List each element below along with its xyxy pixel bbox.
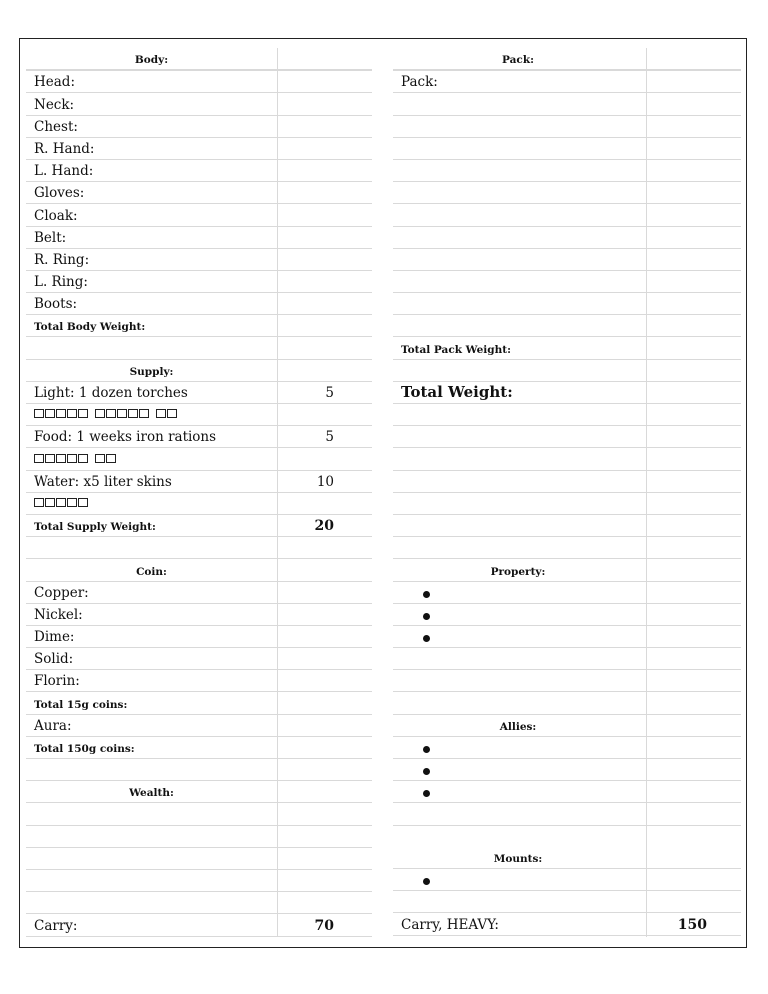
pack-line[interactable] [393,116,741,138]
checkbox-icon[interactable] [139,409,149,418]
body-slot-neck[interactable] [26,93,372,115]
allies-header: Allies: [499,720,537,733]
pack-header: Pack: [502,54,534,67]
bullet-icon [423,768,430,775]
blank-row [393,360,741,382]
coin-nickel[interactable] [26,604,372,626]
body-slot-head[interactable] [26,70,372,93]
blank-row [393,515,741,537]
checkbox-icon[interactable] [67,498,77,507]
blank-row [393,448,741,470]
property-item[interactable] [393,626,741,648]
total-body-weight-label: Total Body Weight: [34,321,146,334]
left-column [26,48,372,937]
supply-item-label: Food: 1 weeks iron rations [34,429,217,446]
checkbox-group[interactable] [34,496,89,510]
checkbox-icon[interactable] [117,409,127,418]
supply-checkbox-row-water [26,493,372,515]
coin-aura[interactable] [26,715,372,737]
blank-row [393,404,741,426]
checkbox-icon[interactable] [95,409,105,418]
supply-checkbox-row-light [26,404,372,426]
wealth-line[interactable] [26,870,372,892]
blank-row [393,493,741,515]
carry-heavy-row [393,913,741,935]
pack-line[interactable] [393,204,741,226]
body-slot-r-hand[interactable] [26,138,372,160]
pack-line[interactable] [393,160,741,182]
supply-item-label: Light: 1 dozen torches [34,385,188,401]
blank-row [393,803,741,825]
slot-label: Neck: [34,96,75,113]
coin-label: Copper: [34,584,89,601]
body-slot-cloak[interactable] [26,204,372,226]
body-slot-belt[interactable] [26,227,372,249]
carry-row [26,914,372,936]
checkbox-icon[interactable] [156,409,166,418]
blank-row [393,537,741,559]
body-header: Body: [134,54,169,67]
blank-row [393,670,741,692]
checkbox-icon[interactable] [78,498,88,507]
blank-row [393,891,741,913]
slot-label: Head: [34,74,76,91]
blank-row [26,337,372,359]
total-15g-row [26,692,372,714]
checkbox-icon[interactable] [67,409,77,418]
total-supply-weight-row [26,515,372,537]
bullet-icon [423,790,430,797]
allies-header-row [393,715,741,737]
checkbox-group[interactable] [34,407,178,421]
slot-label: R. Hand: [34,140,95,157]
slot-label: Cloak: [34,207,78,224]
total-weight-row [393,382,741,404]
supply-item-weight: 5 [325,385,334,401]
ally-item[interactable] [393,737,741,759]
supply-checkbox-row-food [26,448,372,470]
ally-item[interactable] [393,781,741,803]
bullet-icon [423,635,430,642]
wealth-line[interactable] [26,892,372,914]
carry-heavy-value: 150 [677,916,707,933]
pack-line[interactable] [393,271,741,293]
pack-header-row [393,48,741,70]
bullet-icon [423,878,430,885]
pack-line[interactable] [393,182,741,204]
supply-item-weight: 5 [325,429,334,446]
slot-label: L. Hand: [34,163,94,180]
checkbox-icon[interactable] [34,409,44,418]
property-header-row [393,559,741,581]
coin-florin[interactable] [26,670,372,692]
slot-label: R. Ring: [34,251,90,268]
body-header-row [26,48,372,70]
total-supply-weight-label: Total Supply Weight: [34,521,156,534]
coin-solid[interactable] [26,648,372,670]
carry-value: 70 [314,917,334,934]
supply-item-water[interactable] [26,471,372,493]
supply-header: Supply: [129,365,174,378]
pack-line[interactable] [393,138,741,160]
supply-item-weight: 10 [316,473,334,490]
blank-row [26,759,372,781]
wealth-line[interactable] [26,826,372,848]
blank-row [393,471,741,493]
bullet-icon [423,746,430,753]
checkbox-icon[interactable] [56,454,66,463]
wealth-header: Wealth: [129,787,174,800]
coin-label: Dime: [34,629,75,646]
bullet-icon [423,613,430,620]
coin-header: Coin: [136,565,167,578]
total-pack-weight-label: Total Pack Weight: [401,343,511,356]
pack-line-label: Pack: [401,74,438,91]
checkbox-icon[interactable] [56,498,66,507]
ally-item[interactable] [393,759,741,781]
checkbox-icon[interactable] [45,454,55,463]
aura-label: Aura: [34,717,72,734]
total-pack-weight-row [393,337,741,359]
supply-header-row [26,360,372,382]
slot-label: Belt: [34,229,67,246]
checkbox-icon[interactable] [67,454,77,463]
checkbox-icon[interactable] [78,454,88,463]
checkbox-icon[interactable] [45,409,55,418]
coin-label: Nickel: [34,606,83,623]
slot-label: L. Ring: [34,274,88,291]
wealth-line[interactable] [26,848,372,870]
supply-item-light[interactable] [26,382,372,404]
slot-label: Gloves: [34,185,85,202]
checkbox-icon[interactable] [56,409,66,418]
pack-line[interactable] [393,293,741,315]
supply-item-label: Water: x5 liter skins [34,473,172,490]
mounts-header: Mounts: [493,852,543,865]
blank-row [393,648,741,670]
checkbox-icon[interactable] [34,454,44,463]
checkbox-icon[interactable] [34,498,44,507]
checkbox-icon[interactable] [45,498,55,507]
body-slot-gloves[interactable] [26,182,372,204]
checkbox-icon[interactable] [128,409,138,418]
coin-dime[interactable] [26,626,372,648]
coin-label: Solid: [34,651,74,668]
body-slot-boots[interactable] [26,293,372,315]
total-15g-label: Total 15g coins: [34,698,128,711]
body-slot-l-ring[interactable] [26,271,372,293]
carry-heavy-label: Carry, HEAVY: [401,916,499,933]
wealth-line[interactable] [26,803,372,825]
total-150g-label: Total 150g coins: [34,743,135,755]
coin-label: Florin: [34,673,80,690]
property-item[interactable] [393,582,741,604]
mounts-header-row [393,826,741,869]
total-supply-weight-value: 20 [314,518,334,535]
pack-line[interactable] [393,70,741,93]
checkbox-icon[interactable] [95,454,105,463]
total-weight-label: Total Weight: [401,383,513,401]
blank-row [393,426,741,448]
property-header: Property: [490,565,546,578]
bullet-icon [423,591,430,598]
wealth-header-row [26,781,372,803]
pack-line[interactable] [393,93,741,115]
checkbox-icon[interactable] [78,409,88,418]
pack-line[interactable] [393,315,741,337]
coin-copper[interactable] [26,582,372,604]
body-slot-r-ring[interactable] [26,249,372,271]
carry-label: Carry: [34,917,78,934]
body-slot-chest[interactable] [26,116,372,138]
slot-label: Chest: [34,118,78,135]
coin-header-row [26,559,372,581]
blank-row [26,537,372,559]
checkbox-icon[interactable] [106,454,116,463]
total-150g-row [26,737,372,759]
blank-row [393,692,741,714]
total-body-weight-row [26,315,372,337]
pack-line[interactable] [393,249,741,271]
slot-label: Boots: [34,296,78,313]
checkbox-group[interactable] [34,452,117,466]
supply-item-food[interactable] [26,426,372,448]
property-item[interactable] [393,604,741,626]
checkbox-icon[interactable] [106,409,116,418]
checkbox-icon[interactable] [167,409,177,418]
pack-line[interactable] [393,227,741,249]
mount-item[interactable] [393,869,741,891]
right-column [393,48,741,936]
body-slot-l-hand[interactable] [26,160,372,182]
